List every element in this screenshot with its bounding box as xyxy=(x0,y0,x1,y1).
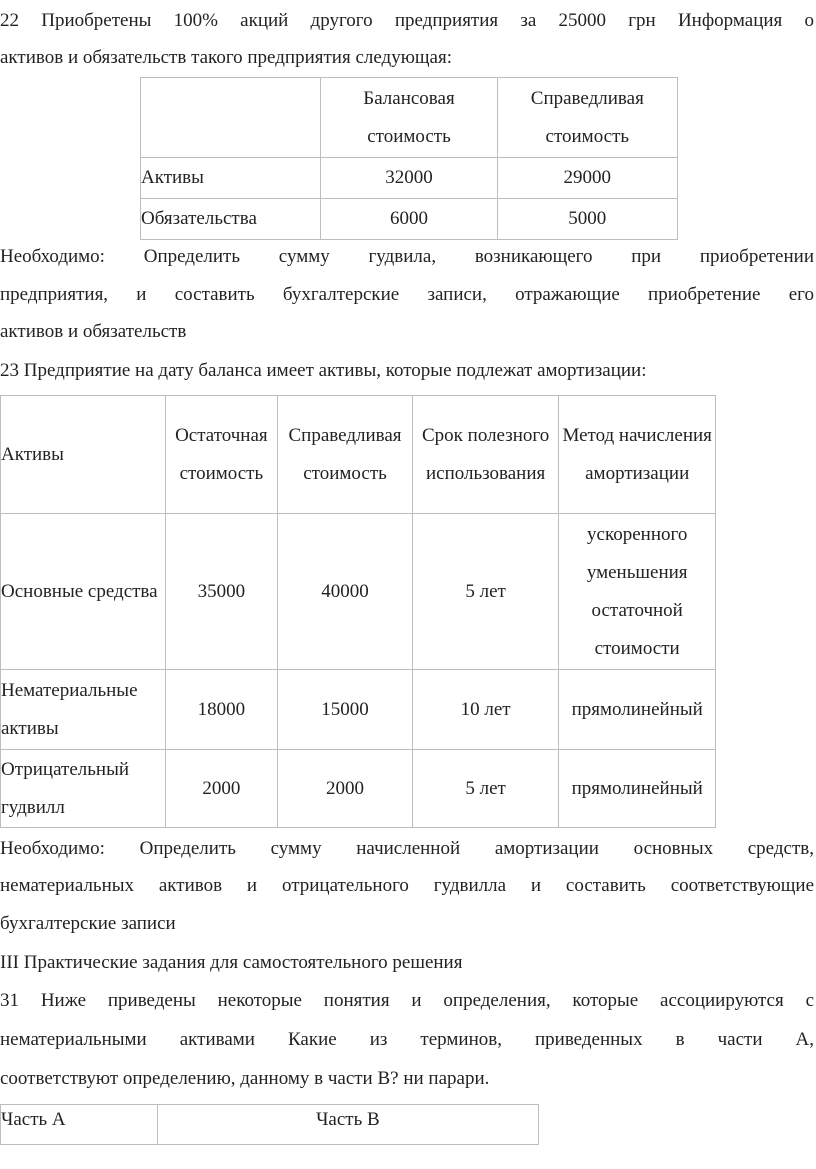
table-cell: 5000 xyxy=(497,199,677,240)
table-cell: Нематериальные активы xyxy=(1,670,166,750)
task23-need-line2: нематериальных активов и отрицательного гудвилла и составить соответствующие xyxy=(0,875,814,896)
table-header-cell: Срок полезного использования xyxy=(412,396,559,514)
table-header-cell: Часть В xyxy=(157,1105,538,1145)
table-header-cell: Справедливая стоимость xyxy=(497,78,677,158)
table-row xyxy=(141,78,678,158)
table-row xyxy=(1,514,716,670)
task22-need-line1: Необходимо: Определить сумму гудвила, возникающего при приобретении xyxy=(0,246,814,267)
table-row xyxy=(1,396,716,514)
table-cell: прямолинейный xyxy=(559,750,716,828)
table-header-cell xyxy=(141,78,321,158)
table-row xyxy=(141,158,678,199)
task22-line2: активов и обязательств такого предприятия следующая: xyxy=(0,47,452,68)
table-cell: 32000 xyxy=(321,158,497,199)
table-cell: 10 лет xyxy=(412,670,559,750)
table-cell: 40000 xyxy=(278,514,413,670)
table-cell: 15000 xyxy=(278,670,413,750)
table-cell: Обязательства xyxy=(141,199,321,240)
table-cell: 18000 xyxy=(165,670,278,750)
table-header-cell: Справедливая стоимость xyxy=(278,396,413,514)
task31-line1: 31 Ниже приведены некоторые понятия и определения, которые ассоциируются с xyxy=(0,990,814,1011)
task22-line1: 22 Приобретены 100% акций другого предприятия за 25000 грн Информация о xyxy=(0,10,814,31)
table-header-cell: Балансовая стоимость xyxy=(321,78,497,158)
task22-table xyxy=(140,77,678,240)
table-cell: прямолинейный xyxy=(559,670,716,750)
table-row xyxy=(141,199,678,240)
table-cell: Основные средства xyxy=(1,514,166,670)
table-row xyxy=(1,1105,539,1145)
task22-need-line3: активов и обязательств xyxy=(0,321,187,342)
task31-line2: нематериальными активами Какие из терминов, приведенных в части А, xyxy=(0,1029,814,1050)
table-cell: 35000 xyxy=(165,514,278,670)
table-row xyxy=(1,750,716,828)
task23-need-line1: Необходимо: Определить сумму начисленной амортизации основных средств, xyxy=(0,838,814,859)
task23-intro: 23 Предприятие на дату баланса имеет активы, которые подлежат амортизации: xyxy=(0,360,647,381)
table-cell: Отрицательный гудвилл xyxy=(1,750,166,828)
task23-need-line3: бухгалтерские записи xyxy=(0,913,176,934)
table-cell: 6000 xyxy=(321,199,497,240)
table-header-cell: Активы xyxy=(1,396,166,514)
table-header-cell: Метод начисления амортизации xyxy=(559,396,716,514)
table-header-cell: Часть А xyxy=(1,1105,158,1145)
section-heading: III Практические задания для самостоятельного решения xyxy=(0,952,463,973)
table-cell: ускоренного уменьшения остаточной стоимости xyxy=(559,514,716,670)
task31-table xyxy=(0,1104,539,1145)
task31-line3: соответствуют определению, данному в части В? ни парари. xyxy=(0,1068,490,1089)
task22-need-line2: предприятия, и составить бухгалтерские записи, отражающие приобретение его xyxy=(0,284,814,305)
task23-table xyxy=(0,395,716,828)
table-cell: 5 лет xyxy=(412,750,559,828)
table-cell: 2000 xyxy=(165,750,278,828)
table-cell: 2000 xyxy=(278,750,413,828)
table-cell: Активы xyxy=(141,158,321,199)
table-row xyxy=(1,670,716,750)
table-cell: 29000 xyxy=(497,158,677,199)
table-header-cell: Остаточная стоимость xyxy=(165,396,278,514)
table-cell: 5 лет xyxy=(412,514,559,670)
